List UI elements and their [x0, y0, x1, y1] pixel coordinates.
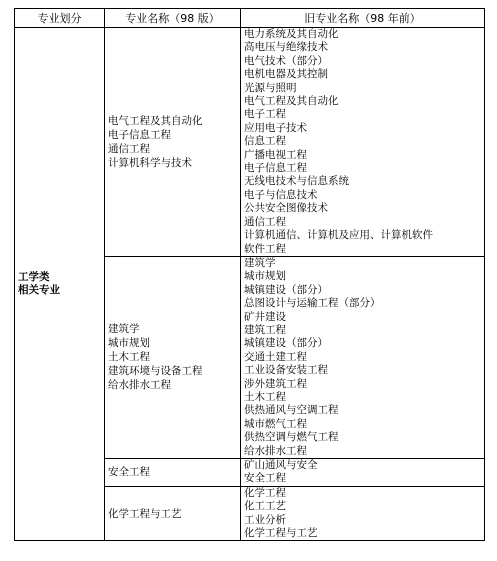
header-old-major: 旧专业名称（98 年前） [241, 9, 485, 28]
new-major-item: 建筑环境与设备工程 [108, 365, 203, 378]
old-major-item: 交通土建工程 [244, 350, 307, 363]
old-major-item: 计算机通信、计算机及应用、计算机软件 [244, 229, 433, 242]
old-major-item: 公共安全图像技术 [244, 202, 328, 215]
old-major-item: 软件工程 [244, 242, 286, 255]
header-category: 专业划分 [15, 9, 105, 28]
new-major-item: 城市规划 [108, 337, 150, 350]
old-major-item: 高电压与绝缘技术 [244, 41, 328, 54]
old-major-item: 建筑工程 [244, 323, 286, 336]
old-major-item: 工业设备安装工程 [244, 364, 328, 377]
old-major-item: 电子工程 [244, 108, 286, 121]
old-major-item: 城市燃气工程 [244, 417, 307, 430]
old-major-item: 城镇建设（部分） [244, 337, 328, 350]
old-major-item: 电气工程及其自动化 [244, 95, 339, 108]
old-major-item: 矿山通风与安全 [244, 459, 318, 471]
new-major-item: 计算机科学与技术 [108, 156, 192, 169]
old-major-item: 电力系统及其自动化 [244, 28, 339, 40]
old-major-item: 城镇建设（部分） [244, 283, 328, 296]
category-cell [15, 28, 105, 541]
old-major-item: 城市规划 [244, 270, 286, 283]
old-major-cell [241, 486, 485, 541]
new-major-item: 通信工程 [108, 142, 150, 155]
old-major-cell [241, 256, 485, 458]
old-major-item: 电机电器及其控制 [244, 68, 328, 81]
new-major-item: 给水排水工程 [108, 379, 171, 392]
old-major-item: 信息工程 [244, 135, 286, 148]
old-major-item: 无线电技术与信息系统 [244, 175, 349, 188]
old-major-item: 涉外建筑工程 [244, 377, 307, 390]
old-major-cell [241, 28, 485, 257]
old-major-cell [241, 459, 485, 487]
old-major-item: 化工工艺 [244, 500, 286, 513]
old-major-item: 矿井建设 [244, 310, 286, 323]
old-major-item: 光源与照明 [244, 81, 297, 94]
old-major-item: 电气技术（部分） [244, 54, 328, 67]
old-major-item: 化学工程 [244, 486, 286, 499]
new-major-item: 化学工程与工艺 [108, 507, 182, 520]
old-major-item: 应用电子技术 [244, 121, 307, 134]
old-major-item: 化学工程与工艺 [244, 527, 318, 540]
old-major-item: 通信工程 [244, 215, 286, 228]
new-major-item: 电子信息工程 [108, 128, 171, 141]
old-major-item: 安全工程 [244, 472, 286, 485]
new-major-item: 建筑学 [108, 323, 140, 336]
category-line: 相关专业 [18, 284, 60, 297]
old-major-item: 广播电视工程 [244, 148, 307, 161]
old-major-item: 电子与信息技术 [244, 188, 318, 201]
old-major-item: 总图设计与运输工程（部分） [244, 297, 381, 310]
old-major-item: 建筑学 [244, 256, 276, 269]
major-comparison-table [14, 8, 485, 541]
new-major-cell [105, 28, 241, 257]
new-major-item: 土木工程 [108, 351, 150, 364]
old-major-item: 电子信息工程 [244, 162, 307, 175]
category-line: 工学类 [18, 270, 50, 283]
header-row [15, 9, 485, 28]
new-major-cell [105, 459, 241, 487]
old-major-item: 工业分析 [244, 513, 286, 526]
new-major-cell [105, 486, 241, 541]
header-new-major: 专业名称（98 版） [105, 9, 241, 28]
old-major-item: 供热通风与空调工程 [244, 404, 339, 417]
table-row [15, 28, 485, 257]
new-major-item: 电气工程及其自动化 [108, 114, 203, 127]
new-major-item: 安全工程 [108, 466, 150, 479]
old-major-item: 土木工程 [244, 390, 286, 403]
new-major-cell [105, 256, 241, 458]
old-major-item: 给水排水工程 [244, 444, 307, 457]
old-major-item: 供热空调与燃气工程 [244, 431, 339, 444]
